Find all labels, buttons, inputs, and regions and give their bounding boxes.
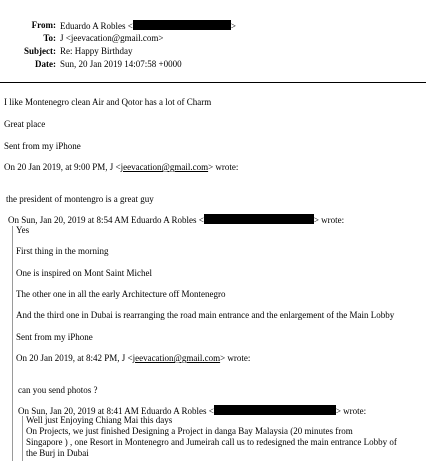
from-row — [0, 20, 426, 32]
quote-header-tail: > wrote: — [220, 353, 251, 363]
body-line: Sent from my iPhone — [4, 141, 81, 151]
quote-header-text: On 20 Jan 2019, at 8:42 PM, J < — [16, 353, 133, 363]
date-row — [0, 59, 426, 71]
body-line: And the third one in Dubai is rearranging the road main entrance and the enlargement of the Main Lobby — [16, 310, 395, 320]
quote-header-text: On Sun, Jan 20, 2019 at 8:54 AM Eduardo A Robles < — [8, 215, 204, 225]
to-row — [0, 33, 426, 45]
from-name: Eduardo A Robles < — [60, 21, 133, 31]
subject-row — [0, 46, 426, 58]
header-divider — [0, 82, 426, 83]
body-line: the Burj in Dubai — [26, 448, 89, 458]
from-value — [60, 20, 236, 32]
from-label: From: — [31, 20, 56, 30]
date-label: Date: — [35, 59, 56, 69]
redaction-box — [133, 20, 231, 30]
redaction-box — [214, 405, 336, 415]
quote-bar — [12, 226, 13, 461]
body-line: can you send photos ? — [18, 385, 98, 395]
redaction-box — [204, 214, 314, 224]
subject-label: Subject: — [24, 46, 56, 56]
body-line: the president of montengro is a great guy — [6, 194, 154, 204]
subject-value: Re: Happy Birthday — [60, 46, 133, 56]
body-line: Great place — [4, 119, 46, 129]
body-line: Well just Enjoying Chiang Mai this days — [26, 415, 173, 425]
quote-header-tail: > wrote: — [313, 215, 345, 225]
body-line: One is inspired on Mont Saint Michel — [16, 268, 152, 278]
body-line: Yes — [16, 225, 30, 235]
from-close: > — [230, 21, 236, 31]
body-line: I like Montenegro clean Air and Qotor has a lot of Charm — [4, 97, 212, 107]
body-line: Singapore ) , one Resort in Montenegro and Jumeirah call us to redesigned the main entrance Lobby of — [26, 437, 397, 447]
body-line: Sent from my iPhone — [16, 332, 93, 342]
quote-header-tail: > wrote: — [208, 162, 239, 172]
body-line: First thing in the morning — [16, 246, 109, 256]
email-link[interactable]: jeevacation@gmail.com — [120, 162, 209, 172]
email-link[interactable]: jeevacation@gmail.com — [132, 353, 221, 363]
body-line: On Projects, we just finished Designing a Project in danga Bay Malaysia (20 minutes from — [26, 426, 353, 436]
quote-header — [16, 353, 250, 364]
quote-header — [4, 162, 238, 173]
to-value: J <jeevacation@gmail.com> — [60, 33, 164, 43]
to-label: To: — [43, 33, 56, 43]
quote-header-text: On 20 Jan 2019, at 9:00 PM, J < — [4, 162, 121, 172]
date-value: Sun, 20 Jan 2019 14:07:58 +0000 — [60, 59, 182, 69]
quote-header-tail: > wrote: — [335, 406, 367, 416]
body-line: The other one in all the early Architecture off Montenegro — [16, 289, 226, 299]
quote-header-text: On Sun, Jan 20, 2019 at 8:41 AM Eduardo A Robles < — [18, 406, 214, 416]
quote-bar — [22, 416, 23, 461]
quote-header — [8, 214, 344, 226]
